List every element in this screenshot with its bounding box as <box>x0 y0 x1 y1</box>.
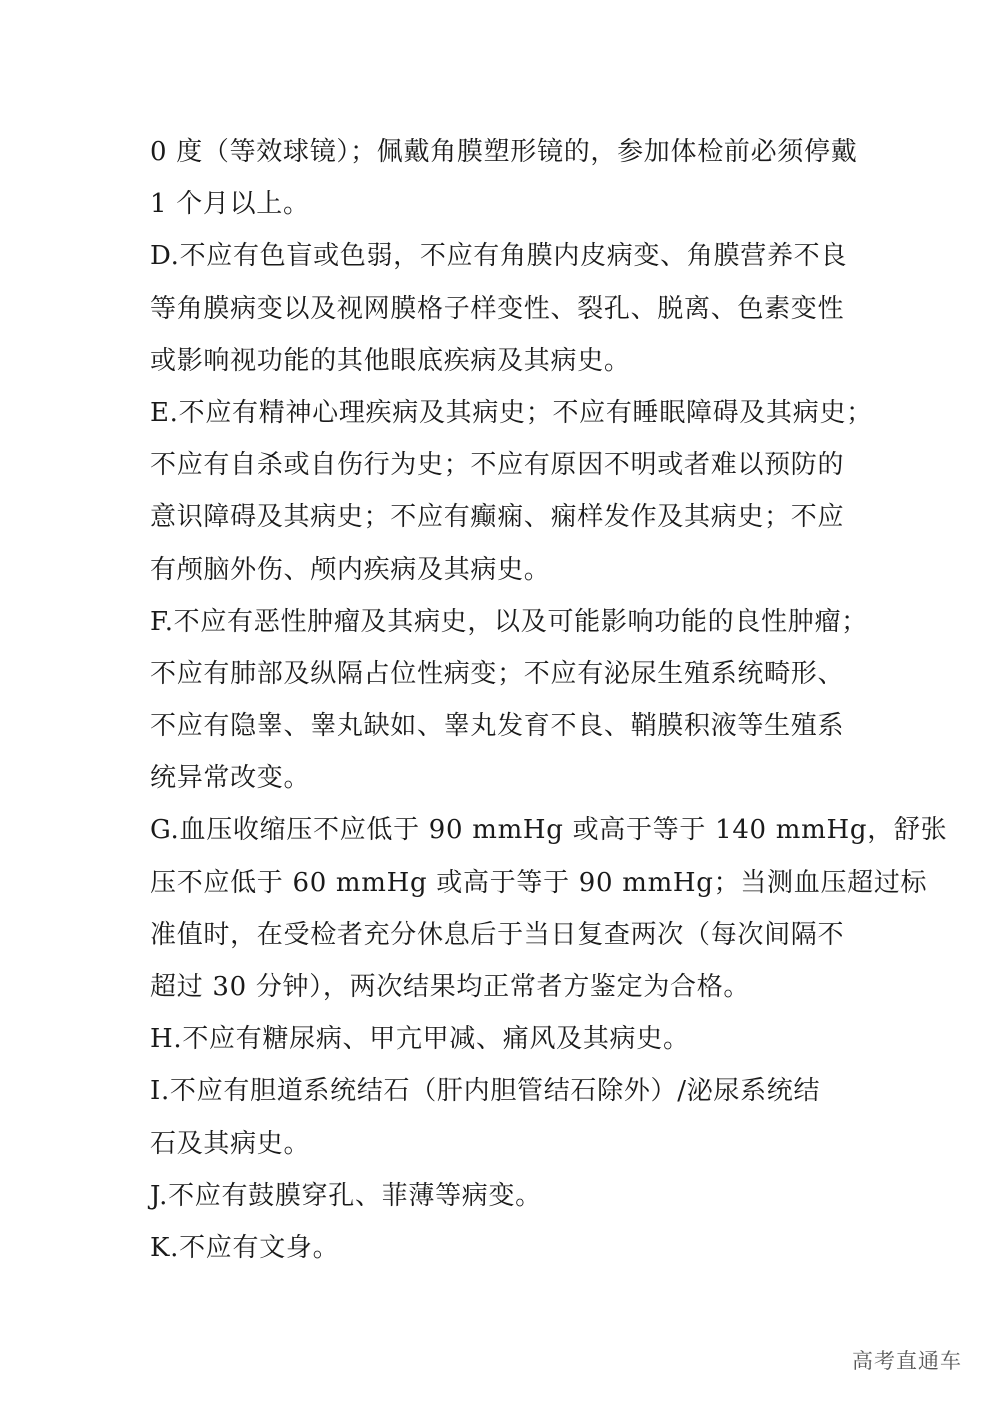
text-line: I.不应有胆道系统结石（肝内胆管结石除外）/泌尿系统结 <box>150 1076 821 1107</box>
text-line: G.血压收缩压不应低于 90 mmHg 或高于等于 140 mmHg，舒张 <box>150 815 948 846</box>
text-line: 不应有隐睾、睾丸缺如、睾丸发育不良、鞘膜积液等生殖系 <box>150 711 845 742</box>
text-line: 超过 30 分钟），两次结果均正常者方鉴定为合格。 <box>150 972 751 1002</box>
text-line: 压不应低于 60 mmHg 或高于等于 90 mmHg；当测血压超过标 <box>150 867 928 898</box>
text-line: F.不应有恶性肿瘤及其病史，以及可能影响功能的良性肿瘤； <box>150 606 868 637</box>
document-body <box>150 126 948 1274</box>
text-line: J.不应有鼓膜穿孔、菲薄等病变。 <box>150 1180 542 1211</box>
text-line: 不应有肺部及纵隔占位性病变；不应有泌尿生殖系统畸形、 <box>150 658 845 689</box>
text-line: K.不应有文身。 <box>150 1232 340 1263</box>
text-line: 准值时，在受检者充分休息后于当日复查两次（每次间隔不 <box>150 919 845 950</box>
text-line: 统异常改变。 <box>150 763 311 794</box>
watermark-label: 高考直通车 <box>852 1349 962 1373</box>
text-line: 石及其病史。 <box>150 1128 311 1159</box>
text-line: H.不应有糖尿病、甲亢甲减、痛风及其病史。 <box>150 1024 690 1055</box>
text-line: 1 个月以上。 <box>150 189 310 220</box>
text-line: 或影响视功能的其他眼底疾病及其病史。 <box>150 345 631 376</box>
text-line: E.不应有精神心理疾病及其病史；不应有睡眠障碍及其病史； <box>150 397 873 428</box>
text-line: 有颅脑外伤、颅内疾病及其病史。 <box>150 554 551 585</box>
text-line: 不应有自杀或自伤行为史；不应有原因不明或者难以预防的 <box>150 450 845 481</box>
text-line: 0 度（等效球镜）；佩戴角膜塑形镜的，参加体检前必须停戴 <box>150 137 858 167</box>
text-line: 等角膜病变以及视网膜格子样变性、裂孔、脱离、色素变性 <box>150 293 845 324</box>
text-line: D.不应有色盲或色弱，不应有角膜内皮病变、角膜营养不良 <box>150 241 848 272</box>
text-line: 意识障碍及其病史；不应有癫痫、痫样发作及其病史；不应 <box>150 502 845 533</box>
